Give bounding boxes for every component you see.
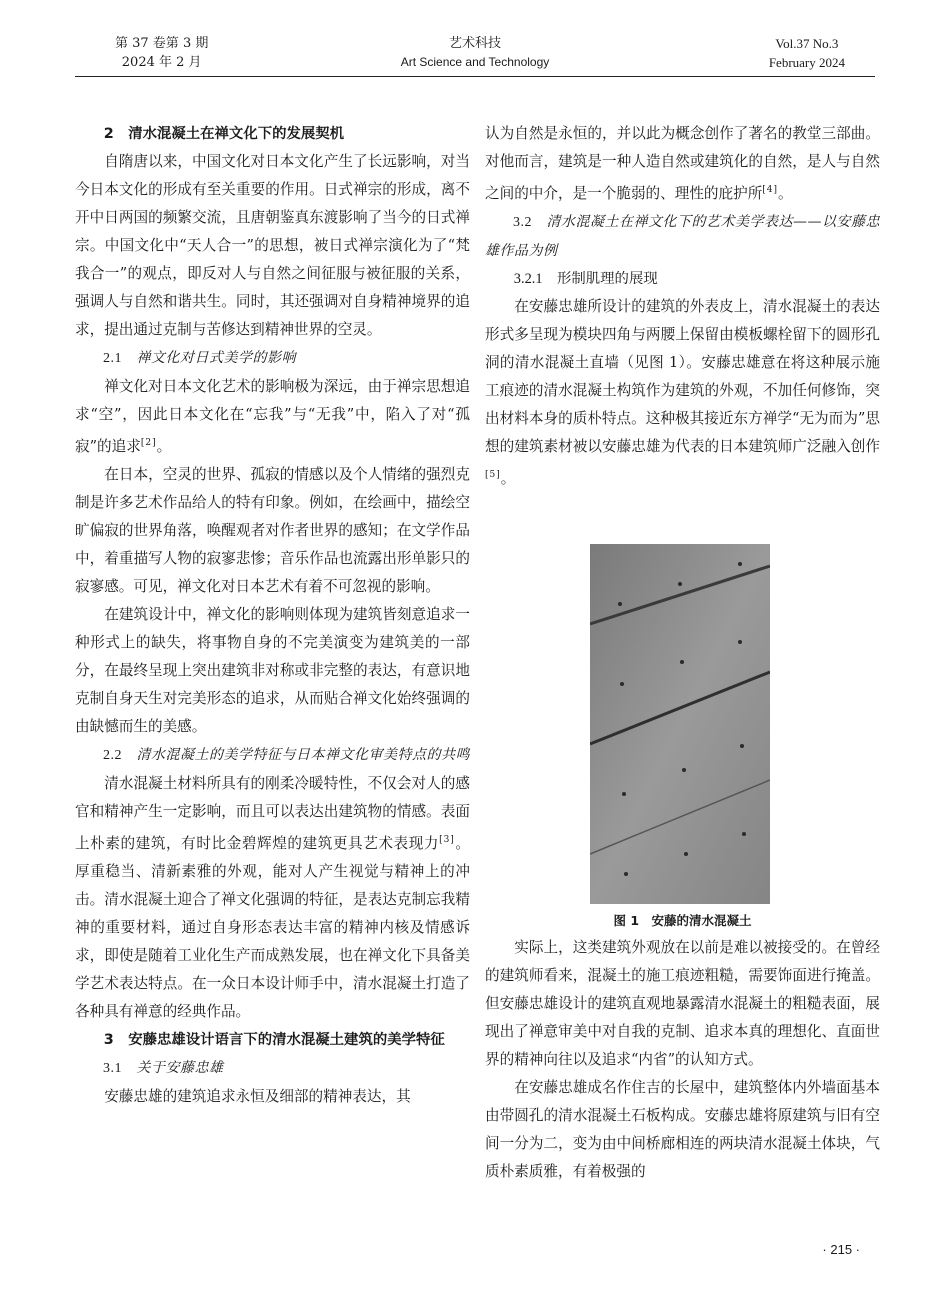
page-number: · 215 · xyxy=(822,1242,860,1257)
section-number: 2.1 xyxy=(103,351,122,366)
section-title: 清水混凝土的美学特征与日本禅文化审美特点的共鸣 xyxy=(136,747,470,763)
header-rule xyxy=(75,76,875,77)
volume-issue-en: Vol.37 No.3 xyxy=(775,36,839,51)
paragraph xyxy=(75,373,470,461)
section-number: 3.2.1 xyxy=(513,271,543,287)
paragraph: 安藤忠雄的建筑追求永恒及细部的精神表达，其 xyxy=(104,1088,411,1105)
section-3-1-heading xyxy=(75,1054,470,1083)
paragraph: 实际上，这类建筑外观放在以前是难以被接受的。在曾经的建筑师看来，混凝土的施工痕迹粗糙，需要饰面进行掩盖。但安藤忠雄设计的建筑直观地暴露清水混凝土的粗糙表面，展现出了禅意审美中对自我的克制、追求本真的理想化、直面世界的精神向往以及追求“内省”的认知方式。 xyxy=(485,939,880,1068)
concrete-wall-photo xyxy=(590,544,770,904)
section-2-2-heading xyxy=(75,741,470,770)
punct: 。 xyxy=(156,438,172,455)
citation-ref[interactable]: [2] xyxy=(140,438,157,448)
right-column xyxy=(485,120,880,493)
journal-volume-en xyxy=(769,34,845,72)
paragraph-text: 在安藤忠雄所设计的建筑的外表皮上，清水混凝土的表达形式多呈现为模块四角与两腰上保留由模板螺栓留下的圆形孔洞的清水混凝土直墙（见图 1）。安藤忠雄意在将这种展示施工痕迹的清水混凝土构筑作为建筑的外观，不加任何修饰，突出材料本身的质朴特点。这种极其接近东方禅学“无为而为”思想的建筑素材被以安藤忠雄为代表的日本建筑师广泛融入创作 xyxy=(485,298,880,455)
citation-ref[interactable]: [4] xyxy=(762,185,779,195)
journal-name-en: Art Science and Technology xyxy=(400,55,550,69)
paragraph xyxy=(485,293,880,493)
section-number: 3.1 xyxy=(103,1061,122,1076)
punct: 。 xyxy=(500,470,516,487)
section-2-heading: 2 清水混凝土在禅文化下的发展契机 xyxy=(103,126,345,142)
paragraph xyxy=(485,120,880,208)
paragraph: 在建筑设计中，禅文化的影响则体现为建筑皆刻意追求一种形式上的缺失，将事物自身的不完美演变为建筑美的一部分，在最终呈现上突出建筑非对称或非完整的表达，有意识地克制自身天生对完美形态的追求，从而贴合禅文化始终强调的由缺憾而生的美感。 xyxy=(75,606,470,735)
issue-date-en: February 2024 xyxy=(768,55,845,70)
citation-ref[interactable]: [5] xyxy=(485,470,501,480)
section-3-2-heading xyxy=(485,208,880,265)
section-title: 形制肌理的展现 xyxy=(556,271,658,287)
paragraph: 在安藤忠雄成名作住吉的长屋中，建筑整体内外墙面基本由带圆孔的清水混凝土石板构成。安藤忠雄将原建筑与旧有空间一分为二，变为由中间桥廊相连的两块清水混凝土体块，气质朴素质雅，有着极强的 xyxy=(485,1079,880,1180)
journal-name-cn: 艺术科技 xyxy=(448,36,501,51)
citation-ref[interactable]: [3] xyxy=(439,835,455,845)
issue-date: 2024 年 2 月 xyxy=(121,55,202,70)
paragraph-text: 禅文化对日本文化艺术的影响极为深远，由于禅宗思想追求“空”，因此日本文化在“忘我”与“无我”中，陷入了对“孤寂”的追求 xyxy=(75,378,470,455)
left-column xyxy=(75,120,470,1111)
punct: 。 xyxy=(778,185,793,202)
paragraph-text: 。厚重稳当、清新素雅的外观，能对人产生视觉与精神上的冲击。清水混凝土迎合了禅文化强调的特征，是表达克制忘我精神的重要材料，通过自身形态表达丰富的精神内核及情感诉求，即使是随着工业化生产而成熟发展，也在禅文化下具备美学艺术表达特点。在一众日本设计师手中，清水混凝土打造了各种具有禅意的经典作品。 xyxy=(75,835,470,1020)
section-number: 3.2 xyxy=(513,215,532,230)
section-number: 2.2 xyxy=(103,748,122,763)
right-column-lower xyxy=(485,934,880,1186)
section-2-1-heading xyxy=(75,344,470,373)
paragraph-text: 清水混凝土材料所具有的刚柔冷暖特性，不仅会对人的感官和精神产生一定影响，而且可以表达出建筑物的情感。表面上朴素的建筑，有时比金碧辉煌的建筑更具艺术表现力 xyxy=(75,775,470,852)
section-title: 清水混凝土在禅文化下的艺术美学表达——以安藤忠雄作品为例 xyxy=(485,214,880,259)
volume-issue: 第 37 卷第 3 期 xyxy=(115,36,209,51)
concrete-wall-image xyxy=(590,544,770,904)
paragraph: 在日本，空灵的世界、孤寂的情感以及个人情绪的强烈克制是许多艺术作品给人的特有印象。例如，在绘画中，描绘空旷偏寂的世界角落，唤醒观者对作者世界的感知；在文学作品中，着重描写人物的寂寥悲惨；音乐作品也流露出形单影只的寂寥感。可见，禅文化对日本艺术有着不可忽视的影响。 xyxy=(75,466,470,595)
section-title: 禅文化对日式美学的影响 xyxy=(136,350,296,366)
journal-name xyxy=(75,34,875,72)
section-3-2-1-heading xyxy=(485,265,880,293)
paragraph-text: 认为自然是永恒的，并以此为概念创作了著名的教堂三部曲。对他而言，建筑是一种人造自然或建筑化的自然，是人与自然之间的中介，是一个脆弱的、理性的庇护所 xyxy=(485,125,880,202)
section-3-heading: 3 安藤忠雄设计语言下的清水混凝土建筑的美学特征 xyxy=(103,1032,445,1048)
section-title: 关于安藤忠雄 xyxy=(136,1060,224,1076)
figure-caption: 图 1 安藤的清水混凝土 xyxy=(613,913,752,928)
paragraph: 自隋唐以来，中国文化对日本文化产生了长远影响，对当今日本文化的形成有至关重要的作用。日式禅宗的形成，离不开中日两国的频繁交流，且唐朝鉴真东渡影响了当今的日式禅宗。中国文化中“天人合一”的思想，被日式禅宗演化为了“梵我合一”的观点，即反对人与自然之间征服与被征服的关系，强调人与自然和谐共生。同时，其还强调对自身精神境界的追求，提出通过克制与苦修达到精神世界的空灵。 xyxy=(75,153,470,338)
paragraph xyxy=(75,770,470,1026)
